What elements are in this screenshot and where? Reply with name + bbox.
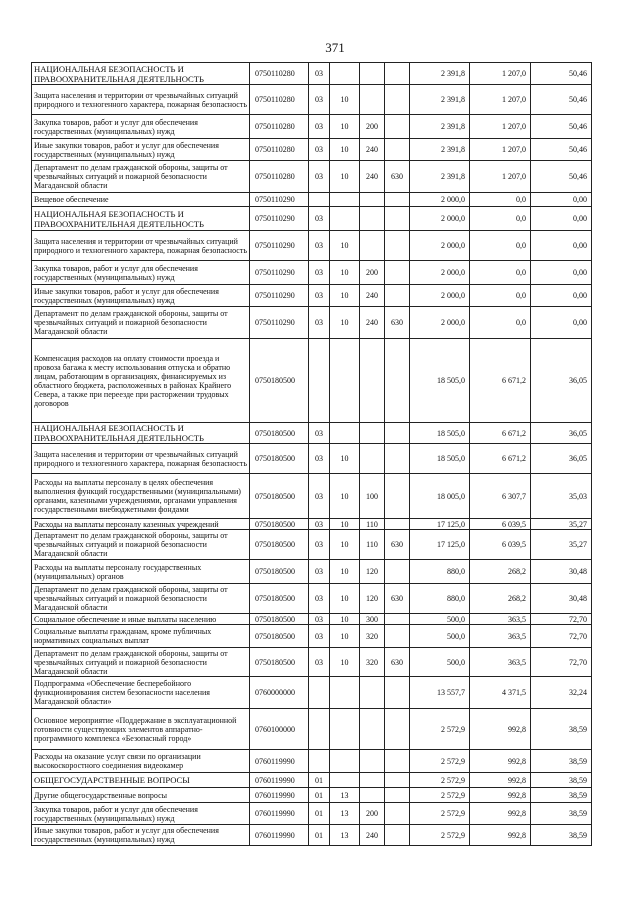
cell-percent: 35,27 <box>531 519 592 530</box>
cell-expense-type: 200 <box>360 803 385 825</box>
cell-fact: 363,5 <box>470 625 531 648</box>
cell-fact: 6 039,5 <box>470 519 531 530</box>
cell-expense-type <box>360 788 385 803</box>
cell-percent: 38,59 <box>531 709 592 750</box>
cell-subsection: 10 <box>330 614 360 625</box>
cell-name: Департамент по делам гражданской обороны, защиты от чрезвычайных ситуаций и пожарной безопасности Магаданской области <box>32 530 250 560</box>
table-row <box>32 231 592 261</box>
cell-percent: 72,70 <box>531 614 592 625</box>
cell-fact: 363,5 <box>470 614 531 625</box>
cell-plan: 2 572,9 <box>410 803 470 825</box>
cell-section: 03 <box>309 444 330 474</box>
table-row <box>32 261 592 285</box>
table-row <box>32 307 592 339</box>
cell-fact: 268,2 <box>470 560 531 584</box>
cell-administrator <box>385 474 410 519</box>
cell-plan: 880,0 <box>410 584 470 614</box>
cell-expense-type: 120 <box>360 584 385 614</box>
cell-administrator <box>385 750 410 773</box>
cell-plan: 17 125,0 <box>410 530 470 560</box>
cell-subsection <box>330 207 360 231</box>
cell-name: Вещевое обеспечение <box>32 193 250 207</box>
cell-expense-type: 110 <box>360 530 385 560</box>
cell-expense-type: 240 <box>360 825 385 846</box>
cell-percent: 36,05 <box>531 339 592 423</box>
cell-section: 01 <box>309 788 330 803</box>
cell-section <box>309 339 330 423</box>
cell-percent: 38,59 <box>531 803 592 825</box>
cell-expense-type <box>360 207 385 231</box>
cell-fact: 6 671,2 <box>470 444 531 474</box>
cell-name: Расходы на выплаты персоналу в целях обеспечения выполнения функций государственными (муниципальными) органами, казенными учреждениями, органами управления государственными внебюджетными фондами <box>32 474 250 519</box>
table-row <box>32 444 592 474</box>
cell-plan: 13 557,7 <box>410 677 470 709</box>
cell-administrator <box>385 788 410 803</box>
cell-section <box>309 750 330 773</box>
cell-section: 03 <box>309 560 330 584</box>
cell-target-code: 0750180500 <box>250 530 309 560</box>
cell-fact: 6 671,2 <box>470 423 531 444</box>
cell-section: 03 <box>309 285 330 307</box>
cell-fact: 0,0 <box>470 207 531 231</box>
cell-section: 03 <box>309 307 330 339</box>
cell-percent: 0,00 <box>531 261 592 285</box>
cell-percent: 50,46 <box>531 115 592 139</box>
cell-expense-type: 320 <box>360 625 385 648</box>
cell-name: Компенсация расходов на оплату стоимости проезда и провоза багажа к месту использования отпуска и обратно лицам, работающим в организациях, финансируемых из областного бюджета, расположенных в районах Крайнего Севера, а также при переезде при расторжении трудовых договоров <box>32 339 250 423</box>
table-row <box>32 677 592 709</box>
table-row <box>32 339 592 423</box>
cell-name: Департамент по делам гражданской обороны, защиты от чрезвычайных ситуаций и пожарной безопасности Магаданской области <box>32 648 250 677</box>
cell-subsection: 10 <box>330 584 360 614</box>
table-row <box>32 530 592 560</box>
cell-section: 03 <box>309 614 330 625</box>
cell-administrator <box>385 339 410 423</box>
cell-percent: 50,46 <box>531 85 592 115</box>
cell-target-code: 0750110290 <box>250 207 309 231</box>
cell-expense-type <box>360 677 385 709</box>
cell-administrator: 630 <box>385 530 410 560</box>
cell-section: 03 <box>309 648 330 677</box>
cell-plan: 2 000,0 <box>410 285 470 307</box>
cell-expense-type: 120 <box>360 560 385 584</box>
cell-target-code: 0760100000 <box>250 709 309 750</box>
cell-section: 03 <box>309 519 330 530</box>
cell-subsection: 10 <box>330 285 360 307</box>
cell-section: 03 <box>309 63 330 85</box>
cell-expense-type <box>360 63 385 85</box>
cell-plan: 2 000,0 <box>410 307 470 339</box>
cell-section: 03 <box>309 474 330 519</box>
table-row <box>32 584 592 614</box>
cell-plan: 2 391,8 <box>410 139 470 161</box>
cell-percent: 35,27 <box>531 530 592 560</box>
cell-expense-type: 300 <box>360 614 385 625</box>
table-row <box>32 193 592 207</box>
cell-administrator <box>385 285 410 307</box>
cell-expense-type: 240 <box>360 161 385 193</box>
cell-target-code: 0760119990 <box>250 803 309 825</box>
cell-expense-type <box>360 750 385 773</box>
cell-subsection: 10 <box>330 115 360 139</box>
cell-name: Департамент по делам гражданской обороны, защиты от чрезвычайных ситуаций и пожарной безопасности Магаданской области <box>32 307 250 339</box>
cell-administrator: 630 <box>385 648 410 677</box>
cell-administrator <box>385 231 410 261</box>
cell-percent: 32,24 <box>531 677 592 709</box>
cell-subsection: 10 <box>330 231 360 261</box>
cell-target-code: 0750180500 <box>250 423 309 444</box>
cell-administrator <box>385 519 410 530</box>
table-row <box>32 423 592 444</box>
cell-administrator <box>385 423 410 444</box>
cell-target-code: 0750180500 <box>250 444 309 474</box>
cell-administrator <box>385 709 410 750</box>
cell-fact: 6 671,2 <box>470 339 531 423</box>
cell-plan: 2 572,9 <box>410 788 470 803</box>
cell-subsection <box>330 750 360 773</box>
cell-administrator <box>385 677 410 709</box>
cell-target-code: 0750180500 <box>250 339 309 423</box>
table-row <box>32 63 592 85</box>
cell-section <box>309 677 330 709</box>
cell-administrator <box>385 825 410 846</box>
cell-subsection: 10 <box>330 560 360 584</box>
cell-plan: 2 391,8 <box>410 161 470 193</box>
cell-expense-type: 200 <box>360 115 385 139</box>
table-row <box>32 709 592 750</box>
cell-name: НАЦИОНАЛЬНАЯ БЕЗОПАСНОСТЬ И ПРАВООХРАНИТЕЛЬНАЯ ДЕЯТЕЛЬНОСТЬ <box>32 63 250 85</box>
cell-name: Расходы на оказание услуг связи по организации высокоскоростного соединения видеокамер <box>32 750 250 773</box>
cell-percent: 0,00 <box>531 285 592 307</box>
cell-target-code: 0760119990 <box>250 773 309 788</box>
cell-percent: 72,70 <box>531 648 592 677</box>
cell-name: Иные закупки товаров, работ и услуг для обеспечения государственных (муниципальных) нужд <box>32 285 250 307</box>
cell-name: ОБЩЕГОСУДАРСТВЕННЫЕ ВОПРОСЫ <box>32 773 250 788</box>
budget-table <box>31 62 592 846</box>
cell-administrator <box>385 139 410 161</box>
cell-section: 03 <box>309 625 330 648</box>
cell-target-code: 0750180500 <box>250 474 309 519</box>
cell-name: Социальное обеспечение и иные выплаты населению <box>32 614 250 625</box>
cell-subsection: 10 <box>330 625 360 648</box>
cell-fact: 0,0 <box>470 231 531 261</box>
cell-subsection: 10 <box>330 444 360 474</box>
cell-plan: 18 505,0 <box>410 339 470 423</box>
cell-fact: 4 371,5 <box>470 677 531 709</box>
cell-expense-type: 240 <box>360 139 385 161</box>
cell-percent: 36,05 <box>531 444 592 474</box>
cell-target-code: 0750110290 <box>250 261 309 285</box>
cell-fact: 268,2 <box>470 584 531 614</box>
cell-subsection <box>330 773 360 788</box>
cell-target-code: 0750180500 <box>250 625 309 648</box>
cell-target-code: 0750180500 <box>250 560 309 584</box>
cell-expense-type <box>360 85 385 115</box>
cell-target-code: 0750110280 <box>250 63 309 85</box>
cell-administrator <box>385 614 410 625</box>
cell-fact: 1 207,0 <box>470 139 531 161</box>
cell-fact: 1 207,0 <box>470 63 531 85</box>
cell-plan: 2 000,0 <box>410 261 470 285</box>
cell-name: Департамент по делам гражданской обороны, защиты от чрезвычайных ситуаций и пожарной безопасности Магаданской области <box>32 161 250 193</box>
cell-percent: 36,05 <box>531 423 592 444</box>
cell-plan: 880,0 <box>410 560 470 584</box>
cell-percent: 38,59 <box>531 773 592 788</box>
cell-section: 03 <box>309 423 330 444</box>
cell-section <box>309 193 330 207</box>
cell-name: Расходы на выплаты персоналу казенных учреждений <box>32 519 250 530</box>
cell-percent: 50,46 <box>531 139 592 161</box>
cell-target-code: 0760000000 <box>250 677 309 709</box>
cell-target-code: 0760119990 <box>250 750 309 773</box>
cell-plan: 500,0 <box>410 648 470 677</box>
cell-administrator <box>385 115 410 139</box>
table-row <box>32 625 592 648</box>
cell-name: Другие общегосударственные вопросы <box>32 788 250 803</box>
cell-fact: 992,8 <box>470 803 531 825</box>
cell-plan: 17 125,0 <box>410 519 470 530</box>
cell-name: Защита населения и территории от чрезвычайных ситуаций природного и техногенного характера, пожарная безопасность <box>32 85 250 115</box>
cell-administrator <box>385 803 410 825</box>
cell-name: Закупка товаров, работ и услуг для обеспечения государственных (муниципальных) нужд <box>32 261 250 285</box>
cell-expense-type: 200 <box>360 261 385 285</box>
cell-fact: 0,0 <box>470 261 531 285</box>
cell-subsection: 10 <box>330 474 360 519</box>
cell-section: 03 <box>309 584 330 614</box>
cell-name: Основное мероприятие «Поддержание в эксплуатационной готовности существующих элементов аппаратно-программного комплекса «Безопасный город» <box>32 709 250 750</box>
cell-subsection: 10 <box>330 530 360 560</box>
cell-administrator <box>385 193 410 207</box>
table-row <box>32 648 592 677</box>
cell-fact: 992,8 <box>470 750 531 773</box>
table-body <box>32 63 592 846</box>
cell-name: Подпрограмма «Обеспечение бесперебойного функционирования систем безопасности населения Магаданской области» <box>32 677 250 709</box>
cell-subsection: 10 <box>330 85 360 115</box>
cell-plan: 2 000,0 <box>410 231 470 261</box>
cell-plan: 18 505,0 <box>410 423 470 444</box>
cell-administrator <box>385 261 410 285</box>
table-row <box>32 161 592 193</box>
cell-section: 03 <box>309 231 330 261</box>
cell-fact: 363,5 <box>470 648 531 677</box>
cell-section: 03 <box>309 530 330 560</box>
table-row <box>32 803 592 825</box>
cell-plan: 2 000,0 <box>410 193 470 207</box>
table-row <box>32 139 592 161</box>
cell-name: Департамент по делам гражданской обороны, защиты от чрезвычайных ситуаций и пожарной безопасности Магаданской области <box>32 584 250 614</box>
cell-target-code: 0750110280 <box>250 161 309 193</box>
cell-fact: 992,8 <box>470 709 531 750</box>
table-row <box>32 788 592 803</box>
cell-section: 01 <box>309 773 330 788</box>
cell-target-code: 0750180500 <box>250 519 309 530</box>
cell-subsection: 13 <box>330 825 360 846</box>
table-row <box>32 474 592 519</box>
cell-target-code: 0760119990 <box>250 825 309 846</box>
cell-target-code: 0750110280 <box>250 85 309 115</box>
cell-name: НАЦИОНАЛЬНАЯ БЕЗОПАСНОСТЬ И ПРАВООХРАНИТЕЛЬНАЯ ДЕЯТЕЛЬНОСТЬ <box>32 423 250 444</box>
cell-fact: 992,8 <box>470 773 531 788</box>
cell-name: Закупка товаров, работ и услуг для обеспечения государственных (муниципальных) нужд <box>32 115 250 139</box>
cell-fact: 0,0 <box>470 193 531 207</box>
cell-name: Иные закупки товаров, работ и услуг для обеспечения государственных (муниципальных) нужд <box>32 139 250 161</box>
cell-plan: 2 000,0 <box>410 207 470 231</box>
cell-administrator <box>385 85 410 115</box>
table-row <box>32 207 592 231</box>
cell-expense-type: 110 <box>360 519 385 530</box>
cell-fact: 0,0 <box>470 307 531 339</box>
table-row <box>32 750 592 773</box>
cell-percent: 0,00 <box>531 207 592 231</box>
cell-target-code: 0750110290 <box>250 231 309 261</box>
cell-subsection <box>330 339 360 423</box>
cell-subsection <box>330 677 360 709</box>
cell-plan: 2 572,9 <box>410 773 470 788</box>
cell-name: Иные закупки товаров, работ и услуг для обеспечения государственных (муниципальных) нужд <box>32 825 250 846</box>
cell-name: Расходы на выплаты персоналу государственных (муниципальных) органов <box>32 560 250 584</box>
cell-section: 03 <box>309 85 330 115</box>
cell-section: 03 <box>309 139 330 161</box>
cell-expense-type <box>360 773 385 788</box>
cell-plan: 500,0 <box>410 614 470 625</box>
cell-administrator: 630 <box>385 307 410 339</box>
cell-fact: 6 039,5 <box>470 530 531 560</box>
table-row <box>32 519 592 530</box>
cell-section: 03 <box>309 161 330 193</box>
cell-administrator: 630 <box>385 161 410 193</box>
cell-plan: 2 391,8 <box>410 115 470 139</box>
cell-fact: 0,0 <box>470 285 531 307</box>
cell-expense-type: 100 <box>360 474 385 519</box>
table-row <box>32 285 592 307</box>
cell-fact: 992,8 <box>470 825 531 846</box>
cell-subsection <box>330 423 360 444</box>
cell-subsection: 10 <box>330 307 360 339</box>
cell-plan: 2 572,9 <box>410 825 470 846</box>
cell-plan: 2 572,9 <box>410 709 470 750</box>
table-row <box>32 773 592 788</box>
cell-percent: 38,59 <box>531 788 592 803</box>
cell-name: Закупка товаров, работ и услуг для обеспечения государственных (муниципальных) нужд <box>32 803 250 825</box>
cell-section: 03 <box>309 207 330 231</box>
cell-subsection: 10 <box>330 519 360 530</box>
cell-percent: 30,48 <box>531 584 592 614</box>
cell-administrator <box>385 625 410 648</box>
cell-administrator <box>385 207 410 231</box>
cell-expense-type: 240 <box>360 307 385 339</box>
cell-expense-type <box>360 339 385 423</box>
cell-expense-type: 240 <box>360 285 385 307</box>
cell-percent: 38,59 <box>531 825 592 846</box>
cell-target-code: 0750180500 <box>250 614 309 625</box>
cell-name: Защита населения и территории от чрезвычайных ситуаций природного и техногенного характера, пожарная безопасность <box>32 231 250 261</box>
cell-expense-type <box>360 423 385 444</box>
cell-section: 03 <box>309 115 330 139</box>
cell-percent: 38,59 <box>531 750 592 773</box>
cell-fact: 1 207,0 <box>470 115 531 139</box>
cell-administrator <box>385 444 410 474</box>
cell-target-code: 0760119990 <box>250 788 309 803</box>
cell-section: 03 <box>309 261 330 285</box>
cell-target-code: 0750180500 <box>250 648 309 677</box>
cell-subsection <box>330 709 360 750</box>
cell-subsection: 10 <box>330 139 360 161</box>
cell-section <box>309 709 330 750</box>
cell-section: 01 <box>309 825 330 846</box>
cell-subsection <box>330 63 360 85</box>
cell-percent: 50,46 <box>531 63 592 85</box>
cell-plan: 2 572,9 <box>410 750 470 773</box>
cell-administrator: 630 <box>385 584 410 614</box>
cell-name: Социальные выплаты гражданам, кроме публичных нормативных социальных выплат <box>32 625 250 648</box>
cell-percent: 50,46 <box>531 161 592 193</box>
cell-administrator <box>385 773 410 788</box>
cell-target-code: 0750110280 <box>250 115 309 139</box>
cell-plan: 18 505,0 <box>410 444 470 474</box>
cell-percent: 0,00 <box>531 193 592 207</box>
table-row <box>32 560 592 584</box>
cell-subsection <box>330 193 360 207</box>
cell-percent: 72,70 <box>531 625 592 648</box>
cell-target-code: 0750110290 <box>250 193 309 207</box>
cell-expense-type <box>360 193 385 207</box>
page-number: 371 <box>325 40 345 55</box>
cell-plan: 500,0 <box>410 625 470 648</box>
cell-fact: 1 207,0 <box>470 161 531 193</box>
cell-fact: 1 207,0 <box>470 85 531 115</box>
cell-expense-type <box>360 709 385 750</box>
cell-plan: 2 391,8 <box>410 63 470 85</box>
table-row <box>32 85 592 115</box>
cell-fact: 6 307,7 <box>470 474 531 519</box>
cell-expense-type: 320 <box>360 648 385 677</box>
cell-percent: 35,03 <box>531 474 592 519</box>
cell-name: НАЦИОНАЛЬНАЯ БЕЗОПАСНОСТЬ И ПРАВООХРАНИТЕЛЬНАЯ ДЕЯТЕЛЬНОСТЬ <box>32 207 250 231</box>
cell-fact: 992,8 <box>470 788 531 803</box>
cell-expense-type <box>360 444 385 474</box>
cell-subsection: 13 <box>330 803 360 825</box>
cell-expense-type <box>360 231 385 261</box>
cell-name: Защита населения и территории от чрезвычайных ситуаций природного и техногенного характера, пожарная безопасность <box>32 444 250 474</box>
cell-percent: 0,00 <box>531 307 592 339</box>
cell-administrator <box>385 63 410 85</box>
cell-subsection: 10 <box>330 161 360 193</box>
cell-target-code: 0750110290 <box>250 285 309 307</box>
cell-subsection: 13 <box>330 788 360 803</box>
table-row <box>32 115 592 139</box>
cell-subsection: 10 <box>330 261 360 285</box>
cell-target-code: 0750110290 <box>250 307 309 339</box>
cell-section: 01 <box>309 803 330 825</box>
cell-subsection: 10 <box>330 648 360 677</box>
cell-administrator <box>385 560 410 584</box>
table-row <box>32 614 592 625</box>
cell-plan: 18 005,0 <box>410 474 470 519</box>
cell-percent: 30,48 <box>531 560 592 584</box>
cell-percent: 0,00 <box>531 231 592 261</box>
cell-target-code: 0750110280 <box>250 139 309 161</box>
cell-plan: 2 391,8 <box>410 85 470 115</box>
cell-target-code: 0750180500 <box>250 584 309 614</box>
table-row <box>32 825 592 846</box>
